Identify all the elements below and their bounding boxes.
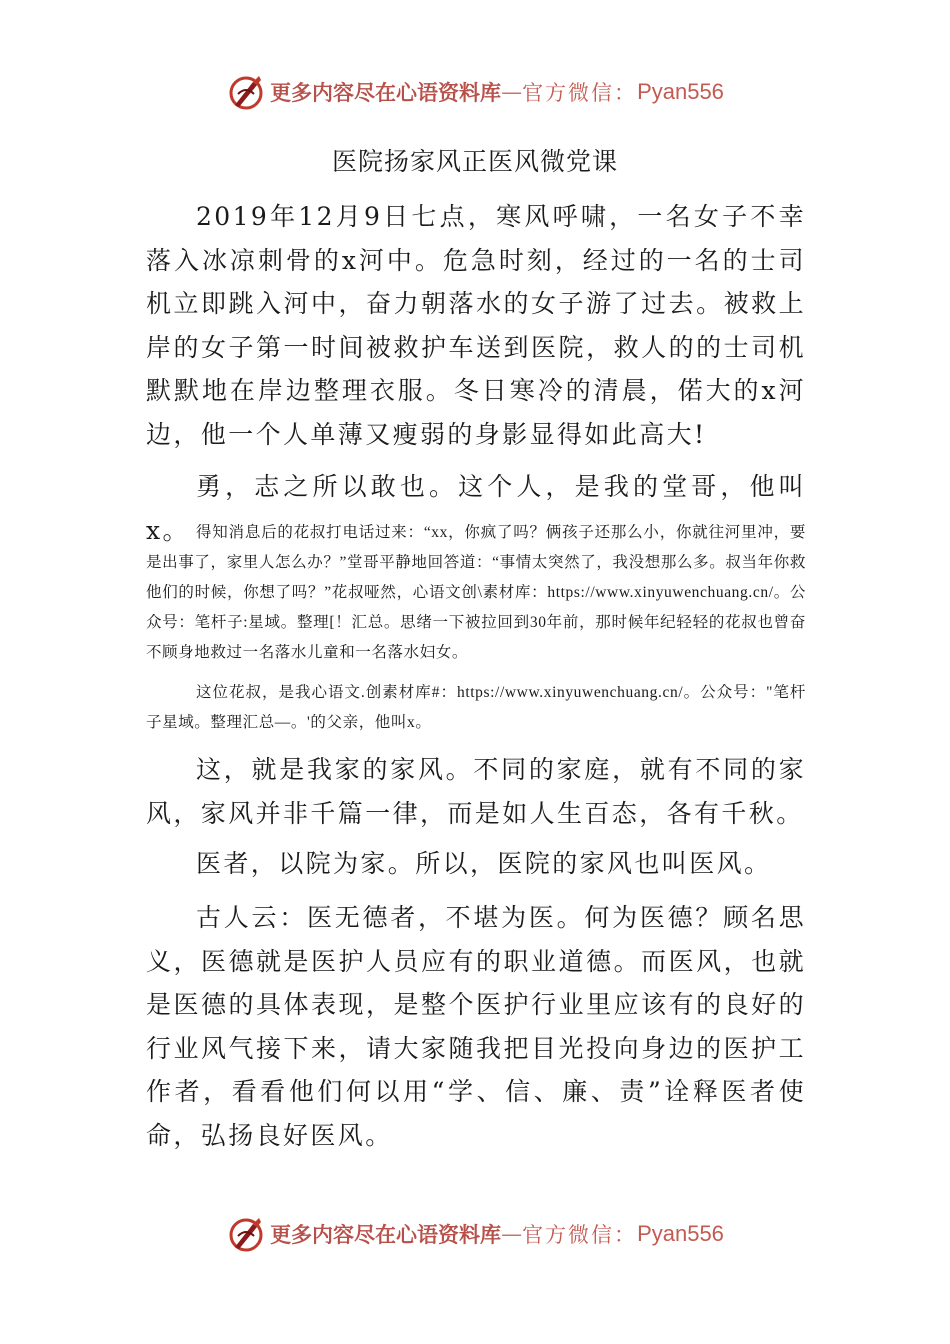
- banner-wechat-id: Pyan556: [637, 79, 724, 104]
- pen-logo-icon: [226, 1214, 266, 1254]
- footer-banner: [0, 1212, 950, 1256]
- paragraph-6-block: [146, 842, 806, 886]
- banner-wechat-label: 官方微信：: [522, 81, 638, 105]
- banner-dash: —: [501, 1222, 523, 1246]
- banner-text: 更多内容尽在心语资料库: [270, 81, 502, 105]
- banner-wechat-label: 官方微信：: [522, 1223, 638, 1247]
- banner-dash: —: [501, 80, 523, 104]
- paragraph-3-block: [146, 518, 806, 668]
- paragraph: 2019年12月9日七点，寒风呼啸，一名女子不幸落入冰凉刺骨的x河中。危急时刻，经过的一名的士司机立即跳入河中，奋力朝落水的女子游了过去。被救上岸的女子第一时间被救护车送到医院，救人的的士司机默默地在岸边整理衣服。冬日寒冷的清晨，偌大的x河边，他一个人单薄又瘦弱的身影显得如此高大!: [146, 202, 806, 449]
- header-banner: [0, 70, 950, 114]
- paragraph-5-block: [146, 748, 806, 835]
- pen-logo-icon: [226, 72, 266, 112]
- paragraph: 这位花叔，是我心语文.创素材库#：https://www.xinyuwenchuang.cn/。公众号："笔杆子星域。整理汇总—。'的父亲，他叫x。: [146, 684, 806, 731]
- paragraph-7-block: [146, 896, 806, 1157]
- banner-wechat-id: Pyan556: [637, 1221, 724, 1246]
- banner-text: 更多内容尽在心语资料库: [270, 1223, 502, 1247]
- paragraph: 得知消息后的花叔打电话过来：“xx，你疯了吗？俩孩子还那么小，你就往河里冲，要是出事了，家里人怎么办？”堂哥平静地回答道：“事情太突然了，我没想那么多。叔当年你救他们的时候，你想了吗？”花叔哑然，心语文创\素材库：https://www.xinyuwenchuang.cn/。公众号：笔杆子:星域。整理[！汇总。思绪一下被拉回到30年前，那时候年纪轻轻的花叔也曾奋不顾身地救过一名落水儿童和一名落水妇女。: [146, 524, 806, 661]
- paragraph-4-block: [146, 678, 806, 738]
- paragraph: 医者，以院为家。所以，医院的家风也叫医风。: [196, 849, 772, 878]
- paragraph: 勇，志之所以敢也。这个人，是我的堂哥，他叫x。: [146, 472, 806, 545]
- paragraph: 这，就是我家的家风。不同的家庭，就有不同的家风，家风并非千篇一律，而是如人生百态，各有千秋。: [146, 755, 806, 828]
- paragraph-1-block: [146, 195, 806, 456]
- page-title: 医院扬家风正医风微党课: [331, 147, 618, 176]
- paragraph: 古人云：医无德者，不堪为医。何为医德？顾名思义，医德就是医护人员应有的职业道德。而医风，也就是医德的具体表现，是整个医护行业里应该有的良好的行业风气接下来，请大家随我把目光投向身边的医护工作者，看看他们何以用“学、信、廉、责”诠释医者使命，弘扬良好医风。: [146, 903, 806, 1150]
